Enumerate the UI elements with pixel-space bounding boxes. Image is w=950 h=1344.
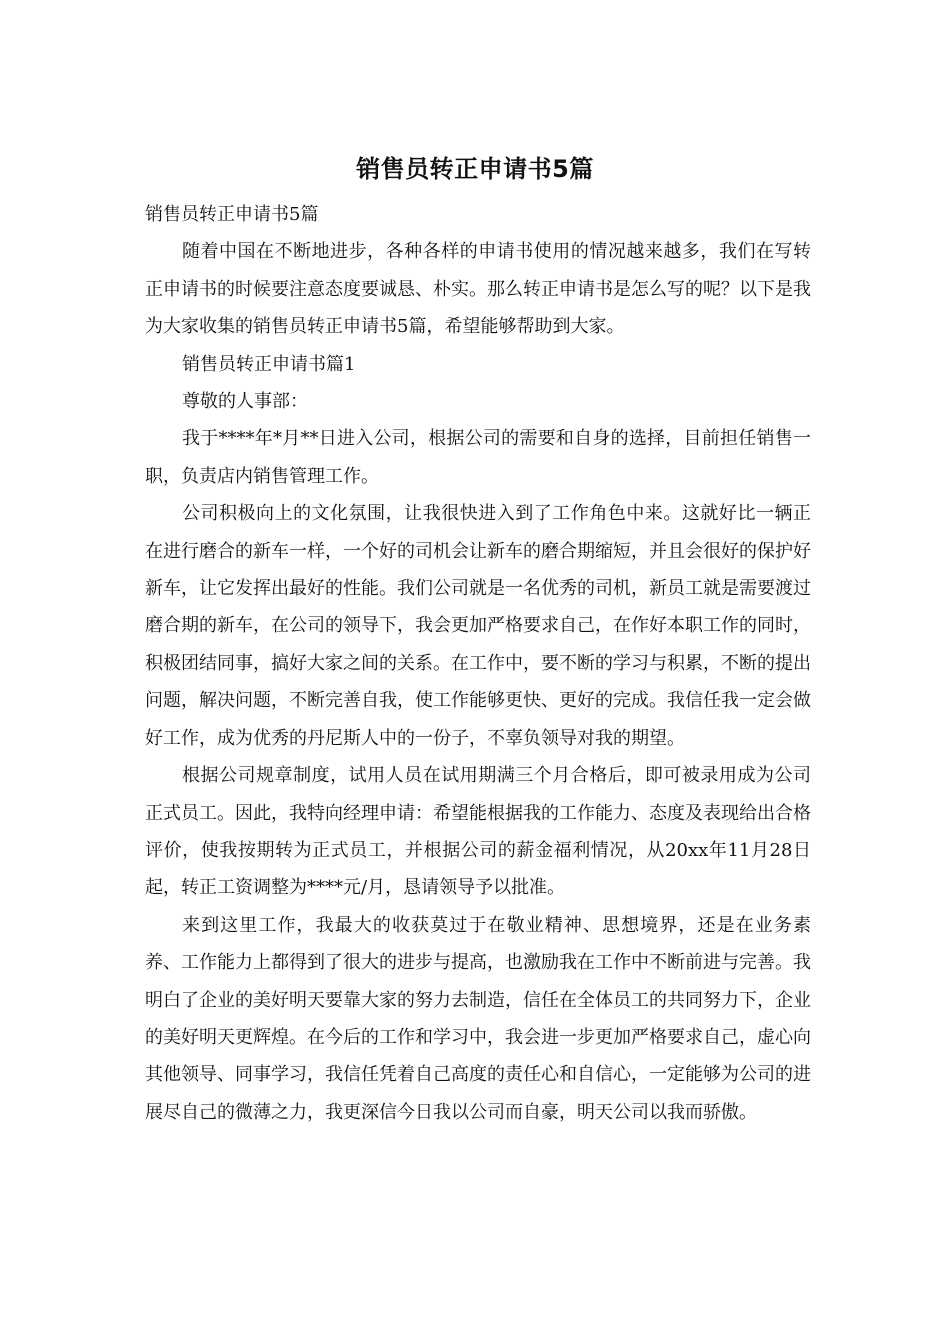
body-paragraph: 根据公司规章制度，试用人员在试用期满三个月合格后，即可被录用成为公司正式员工。因此，我特向经理申请：希望能根据我的工作能力、态度及表现给出合格评价，使我按期转为正式员工，并根据公司的薪金福利情况，从20xx年11月28日起，转正工资调整为****元/月，恳请领导予以批准。	[145, 765, 811, 899]
salutation: 尊敬的人事部：	[182, 391, 308, 413]
subtitle-paragraph: 销售员转正申请书5篇	[145, 204, 319, 225]
document-title: 销售员转正申请书5篇	[356, 155, 594, 183]
body-paragraph: 我于****年*月**日进入公司，根据公司的需要和自身的选择，目前担任销售一职，负责店内销售管理工作。	[145, 428, 811, 487]
document-body	[145, 196, 811, 1131]
intro-paragraph: 随着中国在不断地进步，各种各样的申请书使用的情况越来越多，我们在写转正申请书的时候要注意态度要诚恳、朴实。那么转正申请书是怎么写的呢？以下是我为大家收集的销售员转正申请书5篇，希望能够帮助到大家。	[145, 241, 811, 338]
body-paragraph: 公司积极向上的文化氛围，让我很快进入到了工作角色中来。这就好比一辆正在进行磨合的新车一样，一个好的司机会让新车的磨合期缩短，并且会很好的保护好新车，让它发挥出最好的性能。我们公司就是一名优秀的司机，新员工就是需要渡过磨合期的新车，在公司的领导下，我会更加严格要求自己，在作好本职工作的同时，积极团结同事，搞好大家之间的关系。在工作中，要不断的学习与积累，不断的提出问题，解决问题，不断完善自我，使工作能够更快、更好的完成。我信任我一定会做好工作，成为优秀的丹尼斯人中的一份子，不辜负领导对我的期望。	[145, 503, 811, 749]
body-paragraph: 来到这里工作，我最大的收获莫过于在敬业精神、思想境界，还是在业务素养、工作能力上都得到了很大的进步与提高，也激励我在工作中不断前进与完善。我明白了企业的美好明天要靠大家的努力去制造，信任在全体员工的共同努力下，企业的美好明天更辉煌。在今后的工作和学习中，我会进一步更加严格要求自己，虚心向其他领导、同事学习，我信任凭着自己高度的责任心和自信心，一定能够为公司的进展尽自己的微薄之力，我更深信今日我以公司而自豪，明天公司以我而骄傲。	[145, 914, 811, 1123]
section-heading: 销售员转正申请书篇1	[182, 353, 356, 375]
